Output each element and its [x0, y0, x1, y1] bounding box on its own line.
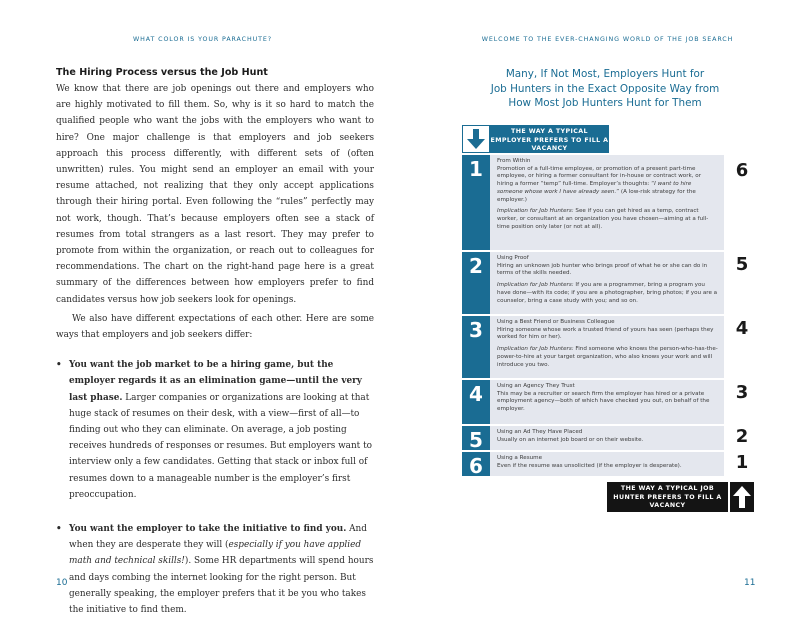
bullet-list	[56, 357, 374, 618]
row-description: Even if the resume was unsolicited (if the employer is desperate).	[497, 462, 682, 469]
row-implication	[497, 208, 718, 231]
row-title: Using an Agency They Trust	[497, 383, 575, 389]
chart-title-line-2: Job Hunters in the Exact Opposite Way from	[490, 82, 720, 95]
bullet-2-text-after: ). Some HR departments will spend hours and days combing the internet looking for the right person. But generally speaking, the employer prefers that it be you who takes the initiative to find them.	[69, 556, 374, 616]
row-title: From Within	[497, 158, 531, 164]
row-description-italic: I want to hire someone whose work I have already seen.	[497, 181, 692, 195]
row-description: Hiring someone whose work a trusted friend of yours has seen (perhaps they worked for him or her).	[497, 326, 714, 341]
bullet-2-bold: You want the employer to take the initiative to find you.	[69, 524, 347, 535]
ranking-row-6	[462, 452, 724, 476]
left-page-content	[56, 66, 374, 636]
job-hunter-rank-number: 5	[735, 254, 749, 275]
employer-rank-number: 6	[462, 452, 490, 476]
job-hunter-rank-number: 3	[735, 382, 749, 403]
chart-title-line-1: Many, If Not Most, Employers Hunt for	[505, 68, 705, 80]
bullet-2-italic: especially if you have applied math and technical skills!	[69, 540, 362, 567]
job-hunter-rank-number: 6	[735, 160, 749, 181]
ranking-row-1	[462, 155, 724, 250]
ranking-row-3	[462, 316, 724, 378]
row-title: Using Proof	[497, 255, 529, 261]
ranking-row-body	[490, 316, 724, 378]
row-title: Using a Best Friend or Business Colleague	[497, 319, 615, 325]
ranking-row-body	[490, 252, 724, 314]
job-hunter-rank-number: 4	[735, 318, 749, 339]
bullet-item-1	[56, 357, 374, 503]
employer-rank-number: 3	[462, 316, 490, 378]
row-description: This may be a recruiter or search firm the employer has hired or a private employment agency—both of which have checked you out, on behalf of the employer.	[497, 390, 710, 413]
row-description-end: ” (A low-risk strategy for the employer.)	[497, 188, 696, 203]
implication-label: Implication for Job Hunters:	[497, 208, 574, 215]
ranking-row-4	[462, 380, 724, 424]
employer-rank-number: 4	[462, 380, 490, 424]
ranking-row-body	[490, 380, 724, 424]
bullet-2-text-before: And when they are desperate they will (	[69, 524, 367, 551]
running-header-right: WELCOME TO THE EVER-CHANGING WORLD OF THE JOB SEARCH	[481, 36, 734, 43]
row-description: Usually on an internet job board or on their website.	[497, 436, 644, 443]
page-number-right: 11	[744, 578, 756, 588]
chart-title	[460, 67, 750, 111]
page-number-left: 10	[56, 578, 68, 588]
row-title: Using an Ad They Have Placed	[497, 429, 583, 435]
job-hunter-rank-number: 2	[735, 426, 749, 447]
row-implication	[497, 282, 718, 305]
chart-title-line-3: How Most Job Hunters Hunt for Them	[508, 97, 702, 110]
employer-rank-number: 2	[462, 252, 490, 314]
row-implication	[497, 346, 718, 369]
bullet-1-bold: You want the job market to be a hiring game, but the employer regards it as an elimination game—until the very last phase.	[69, 360, 362, 403]
job-hunter-rank-number: 1	[735, 452, 749, 473]
employer-preference-bar	[462, 125, 609, 153]
bullet-item-2	[56, 521, 374, 618]
ranking-row-body	[490, 155, 724, 250]
employer-rank-number: 1	[462, 155, 490, 250]
body-paragraph-1: We know that there are job openings out there and employers who are highly motivated to fill them. So, why is it so hard to match the qualified people who want the jobs with the employers who want to hire? One major challenge is that employers and job seekers approach this process differently, with different sets of (often unwritten) rules. You might send an employer an email with your resume attached, not realizing that they only accept applications through their hiring portal. Even following the “rules” perfectly may not work, though. That’s because employers often see a stack of resumes from total strangers as a last resort. They may prefer to promote from within the organization, or reach out to colleagues for recommendations. The chart on the right-hand page here is a great summary of the differences between how employers prefer to find candidates versus how job seekers look for openings.	[56, 84, 374, 305]
implication-label: Implication for Job Hunters:	[497, 282, 574, 289]
job-hunter-preference-label: THE WAY A TYPICAL JOB HUNTER PREFERS TO FILL A VACANCY	[607, 482, 728, 512]
implication-text: Find someone who knows the person-who-has-the-power-to-hire at your target organization, who also knows your work and will introduce you two.	[497, 346, 718, 368]
running-header-left: WHAT COLOR IS YOUR PARACHUTE?	[133, 36, 272, 43]
bullet-marker: •	[56, 360, 62, 371]
row-description: Promotion of a full-time employee, or promotion of a present part-time employee, or hiring a former consultant for in-house or contract work, or hiring a former “temp” full-time. Employer’s thoughts: “	[497, 165, 702, 188]
bullet-1-text: Larger companies or organizations are looking at that huge stack of resumes on their desk, with a view—first of all—to finding out who they can eliminate. On average, a job posting receives hundreds of responses or resumes. But employers want to interview only a few candidates. Getting that stack or inbox full of resumes down to a manageable number is the employer’s first preoccupation.	[69, 392, 372, 500]
employer-rank-number: 5	[462, 426, 490, 450]
row-title: Using a Resume	[497, 455, 543, 461]
ranking-row-2	[462, 252, 724, 314]
bullet-marker: •	[56, 524, 62, 535]
implication-text: If you are a programmer, bring a program you have done—with its code; if you are a photographer, bring photos; if you are a counselor, bring a case study with you; and so on.	[497, 282, 718, 304]
body-paragraph-2: We also have different expectations of each other. Here are some ways that employers and job seekers differ:	[56, 313, 374, 341]
up-arrow-icon	[728, 482, 754, 512]
row-description: Hiring an unknown job hunter who brings proof of what he or she can do in terms of the skills needed.	[497, 262, 708, 277]
ranking-row-5	[462, 426, 724, 450]
implication-text: See if you can get hired as a temp, contract worker, or consultant at an organization you have chosen—aiming at a full-time position only later (or not at all).	[497, 208, 709, 230]
job-hunter-preference-bar	[607, 482, 754, 512]
down-arrow-icon	[462, 125, 490, 153]
implication-label: Implication for Job Hunters:	[497, 346, 574, 353]
ranking-row-body	[490, 452, 724, 476]
section-heading: The Hiring Process versus the Job Hunt	[56, 67, 268, 78]
employer-preference-label: THE WAY A TYPICAL EMPLOYER PREFERS TO FILL A VACANCY	[490, 125, 609, 153]
ranking-row-body	[490, 426, 724, 450]
